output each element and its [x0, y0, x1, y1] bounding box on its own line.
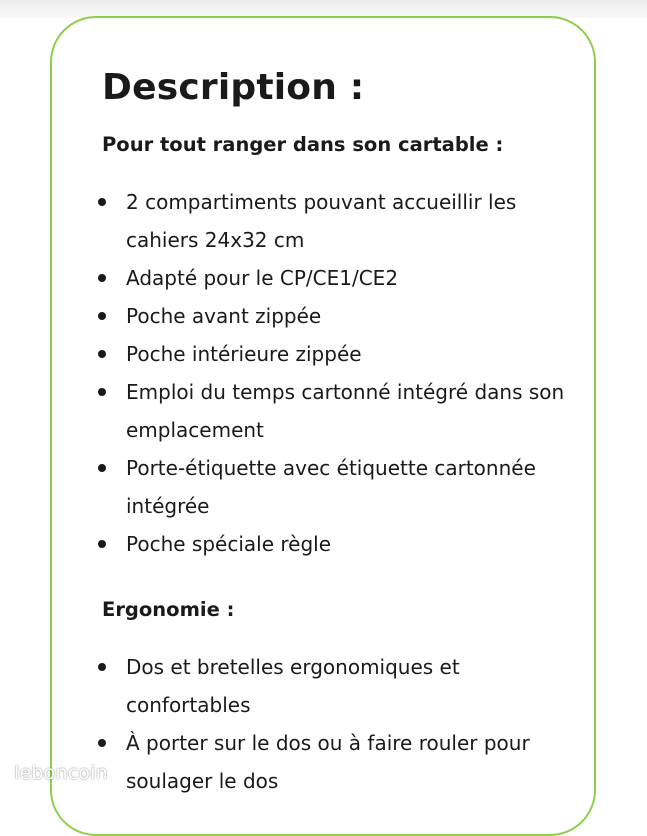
bullet-icon	[98, 540, 106, 548]
list-item	[102, 525, 572, 563]
bullet-icon	[98, 350, 106, 358]
description-title: Description :	[102, 67, 365, 108]
list-item	[102, 297, 572, 335]
bullet-icon	[98, 464, 106, 472]
list-item	[102, 373, 572, 449]
list-item	[102, 335, 572, 373]
list-item	[102, 259, 572, 297]
bullet-icon	[98, 312, 106, 320]
list-item-text: Poche intérieure zippée	[126, 342, 362, 366]
section-heading-rangement: Pour tout ranger dans son cartable :	[102, 133, 504, 156]
description-content	[102, 64, 572, 800]
list-item-text: Poche avant zippée	[126, 304, 322, 328]
list-item	[102, 449, 572, 525]
list-item-text: À porter sur le dos ou à faire rouler pour soulager le dos	[126, 731, 530, 793]
list-item-text: 2 compartiments pouvant accueillir les cahiers 24x32 cm	[126, 190, 517, 252]
bullet-icon	[98, 388, 106, 396]
list-item-text: Adapté pour le CP/CE1/CE2	[126, 266, 399, 290]
list-item	[102, 648, 572, 724]
list-item	[102, 724, 572, 800]
list-item	[102, 183, 572, 259]
bullet-icon	[98, 739, 106, 747]
features-list	[102, 183, 572, 563]
list-item-text: Emploi du temps cartonné intégré dans son emplacement	[126, 380, 565, 442]
bullet-icon	[98, 274, 106, 282]
bullet-icon	[98, 663, 106, 671]
leboncoin-watermark: leboncoin	[14, 762, 108, 784]
section-heading-ergonomie: Ergonomie :	[102, 598, 235, 621]
list-item-text: Poche spéciale règle	[126, 532, 332, 556]
list-item-text: Dos et bretelles ergonomiques et confortables	[126, 655, 460, 717]
bullet-icon	[98, 198, 106, 206]
ergonomics-list	[102, 648, 572, 800]
list-item-text: Porte-étiquette avec étiquette cartonnée intégrée	[126, 456, 536, 518]
